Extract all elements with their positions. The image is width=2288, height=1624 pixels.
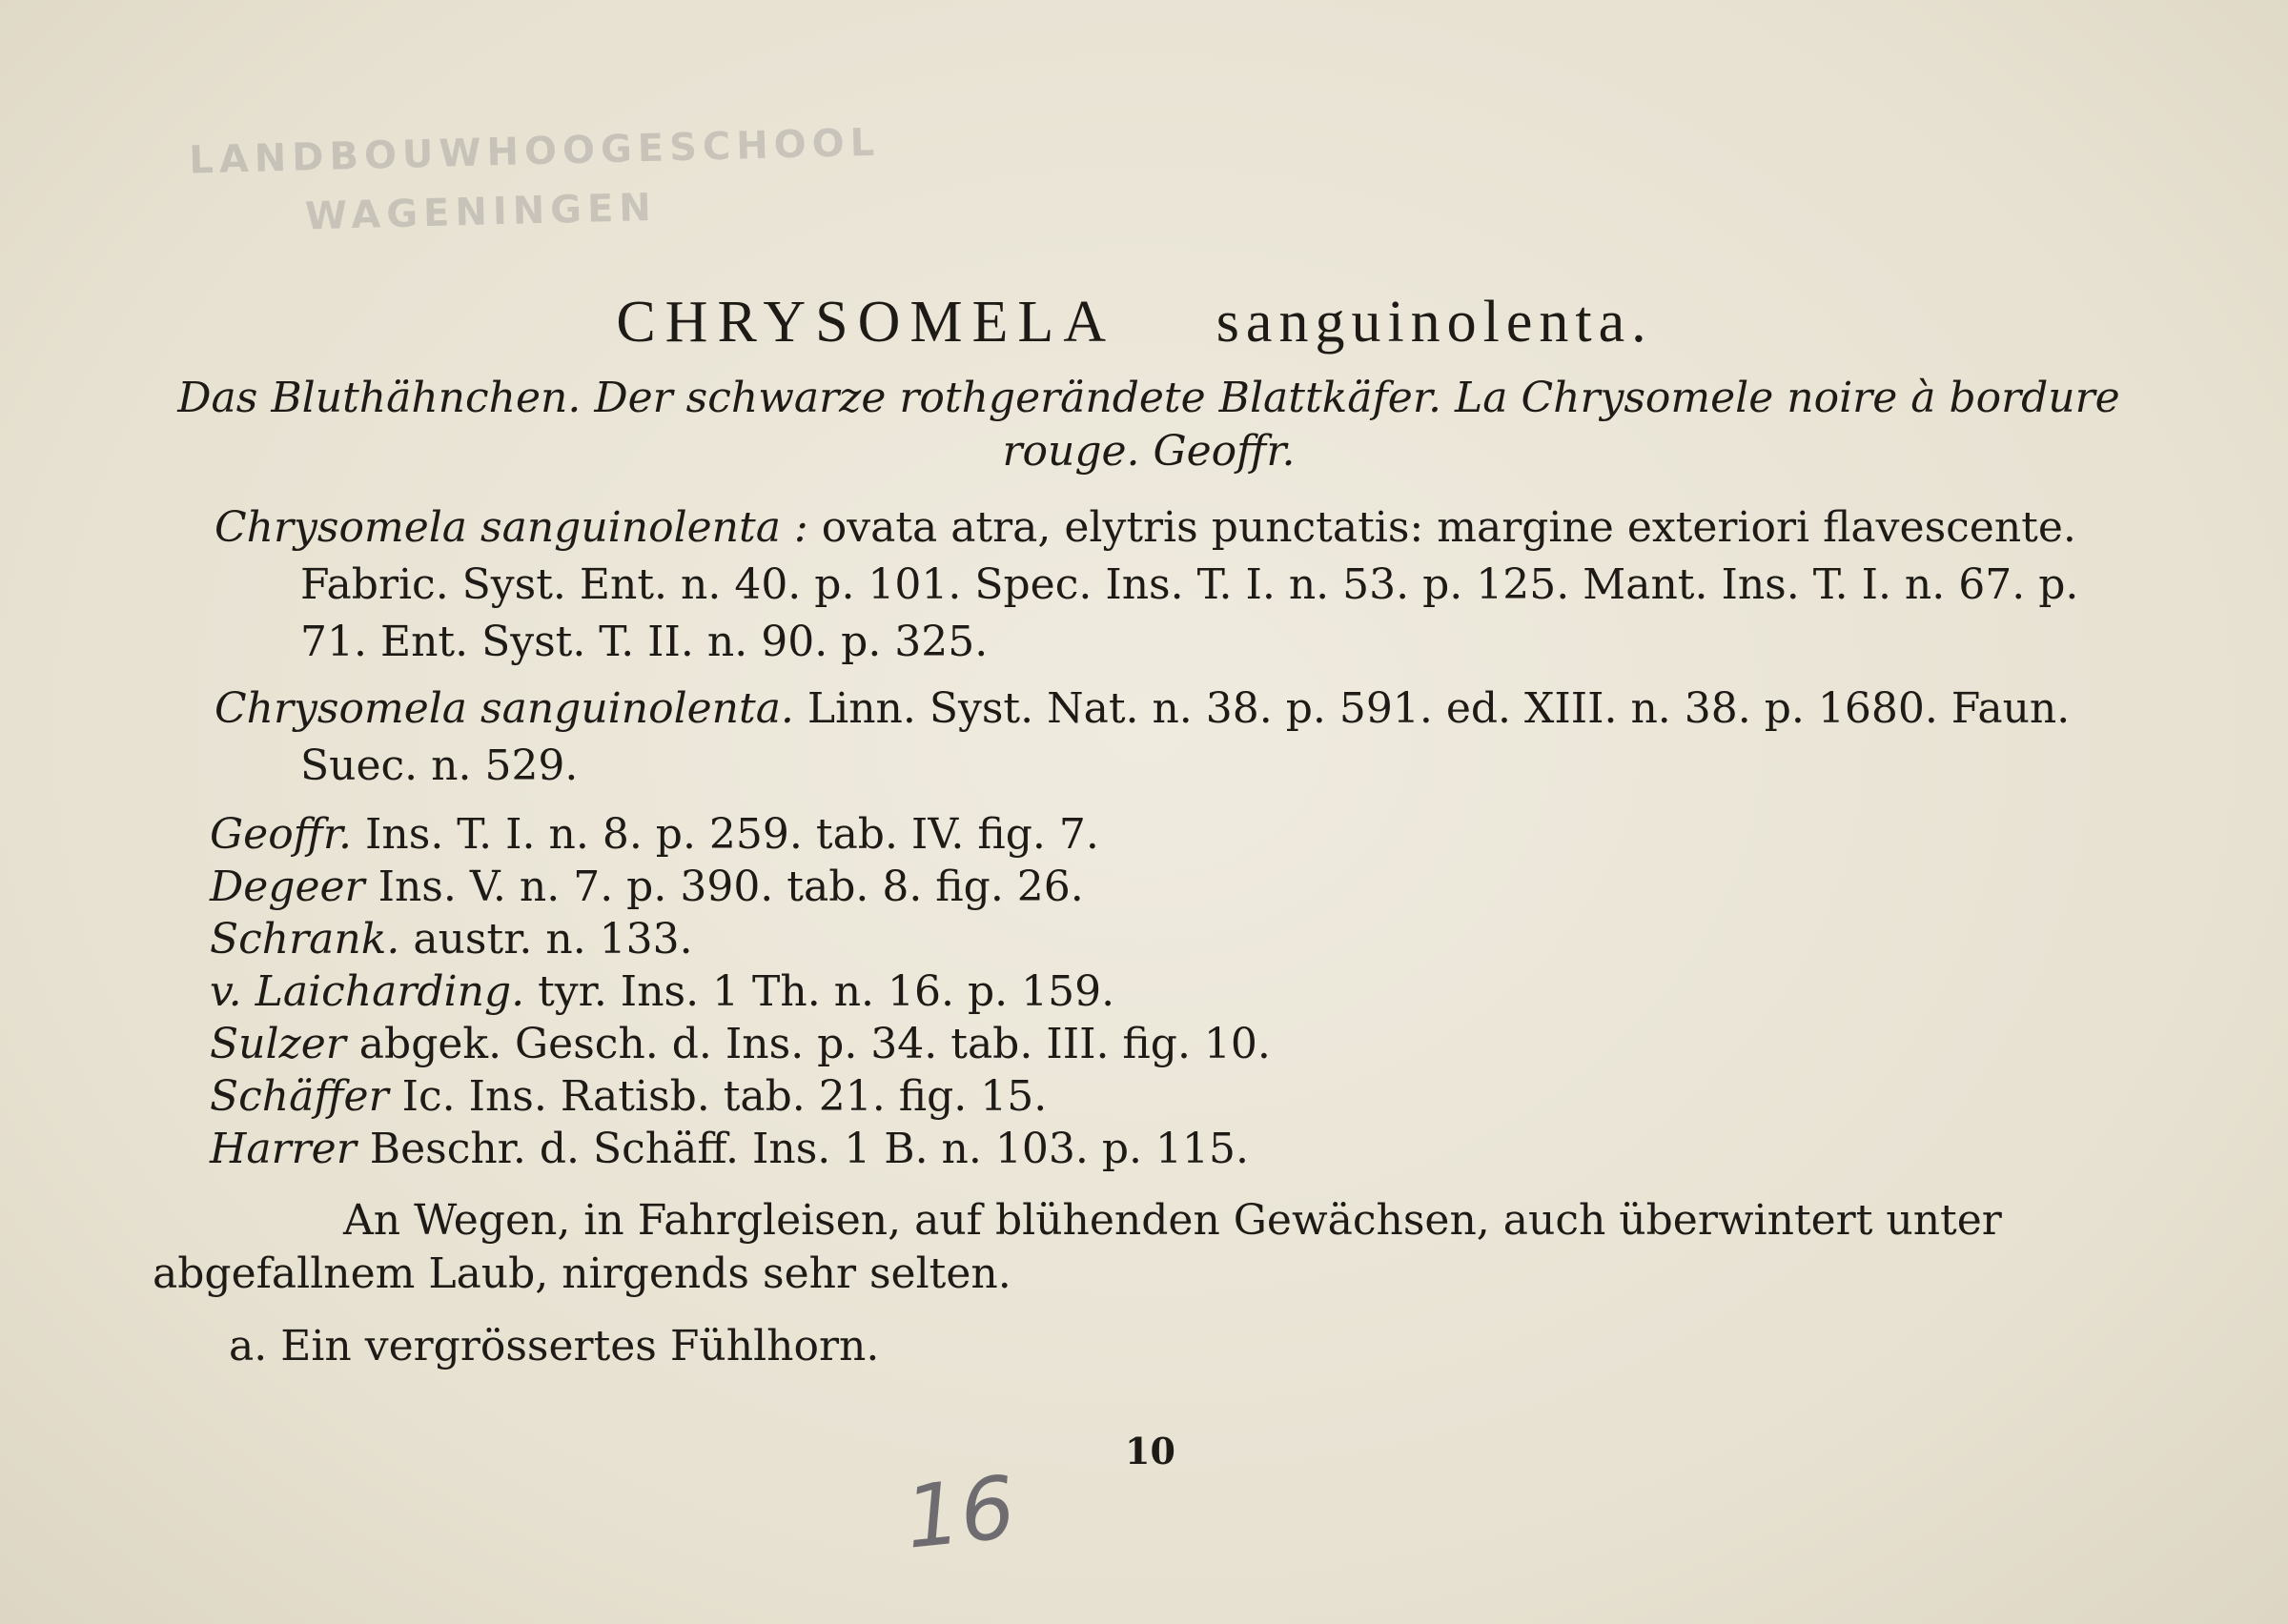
stamp-line-2: WAGENINGEN: [304, 185, 658, 239]
short-reference: [210, 965, 2135, 1018]
reference-author: Schäffer: [210, 1072, 389, 1121]
reference-text: austr. n. 133.: [399, 915, 693, 964]
short-reference: [210, 1018, 2135, 1070]
stamp-line-1: LANDBOUWHOOGESCHOOL: [188, 120, 881, 183]
reference-text: Ic. Ins. Ratisb. tab. 21. fig. 15.: [388, 1072, 1048, 1121]
figure-note: a. Ein vergrössertes Fühlhorn.: [229, 1322, 880, 1370]
common-names: Das Bluthähnchen. Der schwarze rothgerändete Blattkäfer. La Chrysomele noire à bordure rouge. Geoffr.: [177, 374, 2120, 476]
short-reference-list: [153, 808, 2135, 1175]
reference-author: v. Laicharding.: [210, 967, 525, 1016]
short-reference: [210, 913, 2135, 965]
reference-linnaeus: [153, 680, 2135, 795]
reference-author: Degeer: [210, 863, 365, 911]
short-reference: [210, 1123, 2135, 1175]
reference-text: Beschr. d. Schäff. Ins. 1 B. n. 103. p. 115.: [356, 1125, 1249, 1173]
reference-author: Sulzer: [210, 1020, 346, 1068]
short-reference: [210, 1070, 2135, 1123]
short-reference: [210, 861, 2135, 913]
page-number: 10: [1125, 1430, 1175, 1472]
reference-name: Chrysomela sanguinolenta :: [214, 503, 808, 552]
reference-fabricius: [153, 499, 2135, 671]
reference-author: Schrank.: [210, 915, 400, 964]
page-title: [133, 286, 2135, 356]
habitat-paragraph: An Wegen, in Fahrgleisen, auf blühenden Gewächsen, auch überwintert unter abgefallnem Laub, nirgends sehr selten.: [153, 1196, 2002, 1298]
reference-author: Geoffr.: [210, 810, 353, 859]
short-reference: [210, 808, 2135, 861]
reference-text: Ins. T. I. n. 8. p. 259. tab. IV. fig. 7.: [352, 810, 1099, 859]
title-species: sanguinolenta.: [1216, 290, 1653, 355]
page-content: [153, 286, 2135, 1375]
handwritten-number: 16: [900, 1457, 1020, 1569]
reference-text: Linn. Syst. Nat. n. 38. p. 591. ed. XIII. n. 38. p. 1680. Faun. Suec. n. 529.: [300, 684, 2071, 790]
reference-author: Harrer: [210, 1125, 357, 1173]
title-genus: CHRYSOMELA: [616, 290, 1116, 355]
reference-text: ovata atra, elytris punctatis: margine exteriori flavescente. Fabric. Syst. Ent. n. 40. p. 101. Spec. Ins. T. I. n. 53. p. 125. Mant. Ins. T. I. n. 67. p. 71. Ent. Syst. T. II. n. 90. p. 325.: [300, 503, 2079, 666]
reference-name: Chrysomela sanguinolenta.: [214, 684, 794, 733]
reference-text: tyr. Ins. 1 Th. n. 16. p. 159.: [524, 967, 1115, 1016]
library-stamp: [188, 116, 881, 312]
reference-text: Ins. V. n. 7. p. 390. tab. 8. fig. 26.: [364, 863, 1084, 911]
reference-text: abgek. Gesch. d. Ins. p. 34. tab. III. fig. 10.: [345, 1020, 1271, 1068]
